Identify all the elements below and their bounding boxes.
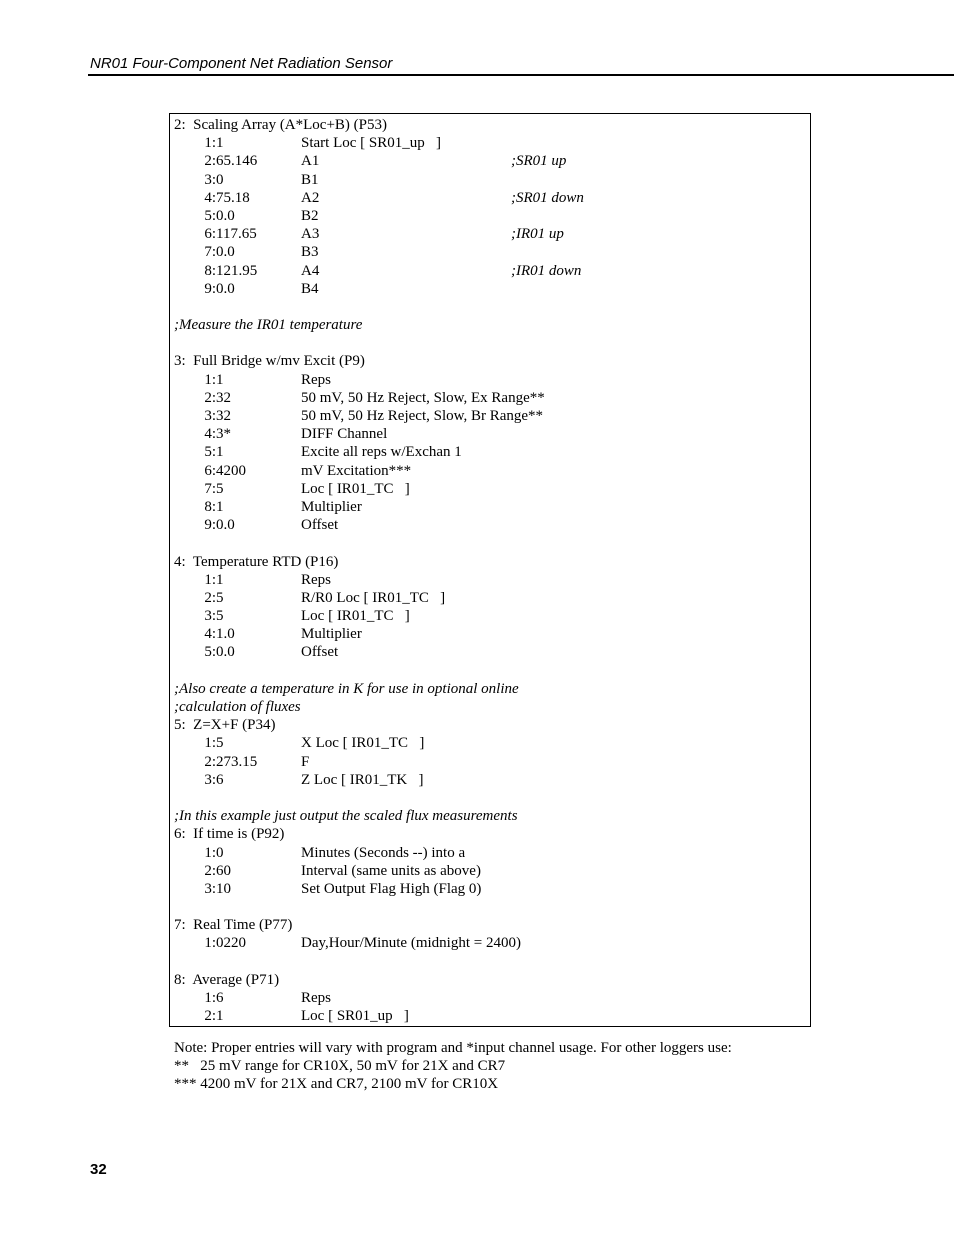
parameter-line — [174, 498, 806, 516]
parameter-description: Multiplier — [301, 626, 362, 643]
parameter-description: mV Excitation*** — [301, 462, 412, 479]
parameter-description: B1 — [301, 171, 319, 188]
program-comment — [174, 698, 806, 716]
parameter-value: 117.65 — [216, 226, 257, 243]
program-listing — [174, 116, 806, 1025]
parameter-line — [174, 643, 806, 661]
parameter-number: 1: — [204, 935, 216, 952]
parameter-description: Offset — [301, 644, 339, 661]
parameter-description: A2 — [301, 189, 320, 206]
parameter-line — [174, 989, 806, 1007]
parameter-description: Offset — [301, 517, 339, 534]
parameter-line — [174, 462, 806, 480]
parameter-line — [174, 625, 806, 643]
blank-line — [174, 789, 806, 807]
parameter-line — [174, 371, 806, 389]
parameter-line — [174, 171, 806, 189]
parameter-number: 5: — [204, 207, 216, 224]
program-comment-text: ;Also create a temperature in K for use in optional online — [174, 680, 519, 697]
parameter-number: 1: — [204, 990, 216, 1006]
parameter-value: 5 — [216, 480, 224, 497]
parameter-description: Reps — [301, 990, 331, 1006]
instruction-title — [174, 716, 806, 734]
parameter-value: 32 — [216, 389, 231, 406]
parameter-description: 50 mV, 50 Hz Reject, Slow, Ex Range** — [301, 389, 545, 406]
parameter-number: 3: — [204, 408, 216, 424]
parameter-description: A3 — [301, 226, 320, 243]
parameter-number: 1: — [204, 844, 216, 861]
parameter-line — [174, 189, 806, 207]
parameter-description: Interval (same units as above) — [301, 862, 481, 879]
parameter-description: Multiplier — [301, 498, 362, 515]
parameter-value: 0220 — [216, 935, 246, 952]
page-number: 32 — [90, 1161, 107, 1178]
parameter-line — [174, 262, 806, 280]
note-line: ** 25 mV range for CR10X, 50 mV for 21X and CR7 — [174, 1058, 506, 1075]
parameter-number: 7: — [204, 244, 216, 261]
parameter-number: 1: — [204, 571, 216, 588]
parameter-description: Minutes (Seconds --) into a — [301, 844, 466, 861]
parameter-value: 1.0 — [216, 626, 235, 643]
instruction-title — [174, 825, 806, 843]
parameter-value: 1 — [216, 498, 224, 515]
instruction-title-text: 8: Average (P71) — [174, 971, 280, 988]
program-comment-text: ;calculation of fluxes — [174, 699, 301, 715]
parameter-line — [174, 443, 806, 461]
parameter-value: 5 — [216, 589, 224, 606]
parameter-description: B2 — [301, 207, 319, 224]
parameter-description: Reps — [301, 371, 331, 388]
parameter-description: DIFF Channel — [301, 426, 388, 443]
parameter-line — [174, 280, 806, 298]
parameter-description: Reps — [301, 571, 331, 588]
parameter-line — [174, 425, 806, 443]
parameter-number: 6: — [204, 226, 216, 243]
parameter-number: 7: — [204, 480, 216, 497]
parameter-line — [174, 771, 806, 789]
parameter-number: 8: — [204, 262, 216, 279]
parameter-line — [174, 571, 806, 589]
parameter-number: 2: — [204, 589, 216, 606]
parameter-value: 6 — [216, 771, 224, 788]
parameter-description: R/R0 Loc [ IR01_TC ] — [301, 589, 446, 606]
parameter-line — [174, 207, 806, 225]
parameter-value: 1 — [216, 571, 224, 588]
parameter-value: 0.0 — [216, 207, 235, 224]
parameter-number: 2: — [204, 389, 216, 406]
parameter-value: 0 — [216, 844, 224, 861]
parameter-description: B3 — [301, 244, 319, 261]
parameter-line — [174, 480, 806, 498]
parameter-number: 1: — [204, 735, 216, 752]
parameter-description: Start Loc [ SR01_up ] — [301, 135, 441, 152]
parameter-description: F — [301, 753, 310, 770]
parameter-line — [174, 1007, 806, 1025]
parameter-line — [174, 407, 806, 425]
parameter-value: 65.146 — [216, 153, 258, 170]
parameter-description: A1 — [301, 153, 320, 170]
parameter-line — [174, 589, 806, 607]
program-comment-text: ;In this example just output the scaled flux measurements — [174, 808, 518, 825]
parameter-number: 5: — [204, 444, 216, 461]
instruction-title-text: 7: Real Time (P77) — [174, 917, 293, 934]
parameter-number: 9: — [204, 280, 216, 297]
parameter-comment: ;SR01 down — [511, 189, 584, 206]
blank-line — [174, 334, 806, 352]
notes-block — [174, 1039, 732, 1094]
parameter-value: 1 — [216, 1008, 224, 1025]
parameter-value: 1 — [216, 135, 224, 152]
parameter-description: X Loc [ IR01_TC ] — [301, 735, 425, 752]
parameter-number: 3: — [204, 608, 216, 625]
parameter-line — [174, 753, 806, 771]
parameter-description: B4 — [301, 280, 319, 297]
program-comment — [174, 680, 806, 698]
parameter-value: 0.0 — [216, 644, 235, 661]
parameter-description: Set Output Flag High (Flag 0) — [301, 880, 482, 897]
parameter-line — [174, 934, 806, 952]
parameter-value: 5 — [216, 608, 224, 625]
parameter-value: 75.18 — [216, 189, 250, 206]
parameter-description: Loc [ IR01_TC ] — [301, 480, 410, 497]
parameter-comment: ;IR01 down — [511, 262, 582, 279]
parameter-number: 2: — [204, 153, 216, 170]
parameter-number: 5: — [204, 644, 216, 661]
parameter-number: 4: — [204, 189, 216, 206]
parameter-value: 10 — [216, 880, 231, 897]
instruction-title-text: 5: Z=X+F (P34) — [174, 717, 276, 734]
instruction-title — [174, 352, 806, 370]
instruction-title — [174, 916, 806, 934]
parameter-value: 3* — [216, 426, 231, 443]
blank-line — [174, 898, 806, 916]
parameter-number: 2: — [204, 862, 216, 879]
instruction-title — [174, 971, 806, 989]
parameter-value: 0.0 — [216, 244, 235, 261]
parameter-number: 8: — [204, 498, 216, 515]
parameter-number: 2: — [204, 753, 216, 770]
parameter-value: 1 — [216, 371, 224, 388]
instruction-title-text: 2: Scaling Array (A*Loc+B) (P53) — [174, 117, 388, 133]
parameter-value: 6 — [216, 990, 224, 1006]
program-listing-box — [169, 113, 811, 1027]
parameter-number: 4: — [204, 426, 216, 443]
parameter-value: 0.0 — [216, 280, 235, 297]
parameter-description: Loc [ IR01_TC ] — [301, 608, 410, 625]
parameter-line — [174, 607, 806, 625]
parameter-description: Loc [ SR01_up ] — [301, 1008, 409, 1025]
parameter-value: 273.15 — [216, 753, 258, 770]
parameter-value: 60 — [216, 862, 231, 879]
blank-line — [174, 662, 806, 680]
parameter-number: 6: — [204, 462, 216, 479]
note-line: *** 4200 mV for 21X and CR7, 2100 mV for CR10X — [174, 1076, 499, 1093]
instruction-title-text: 6: If time is (P92) — [174, 826, 285, 843]
parameter-value: 121.95 — [216, 262, 258, 279]
parameter-value: 5 — [216, 735, 224, 752]
parameter-line — [174, 734, 806, 752]
parameter-value: 32 — [216, 408, 231, 424]
parameter-description: 50 mV, 50 Hz Reject, Slow, Br Range** — [301, 408, 544, 424]
blank-line — [174, 534, 806, 552]
header-rule — [88, 74, 954, 76]
instruction-title — [174, 553, 806, 571]
parameter-value: 4200 — [216, 462, 246, 479]
parameter-number: 3: — [204, 771, 216, 788]
program-comment — [174, 807, 806, 825]
parameter-line — [174, 152, 806, 170]
parameter-line — [174, 862, 806, 880]
parameter-comment: ;SR01 up — [511, 153, 567, 170]
program-comment — [174, 316, 806, 334]
page-header-title: NR01 Four-Component Net Radiation Sensor — [90, 55, 393, 72]
parameter-value: 0 — [216, 171, 224, 188]
note-line: Note: Proper entries will vary with program and *input channel usage. For other loggers use: — [174, 1040, 732, 1056]
instruction-title-text: 3: Full Bridge w/mv Excit (P9) — [174, 353, 365, 370]
parameter-line — [174, 225, 806, 243]
parameter-line — [174, 844, 806, 862]
parameter-number: 1: — [204, 135, 216, 152]
parameter-number: 4: — [204, 626, 216, 643]
instruction-title-text: 4: Temperature RTD (P16) — [174, 553, 339, 570]
parameter-line — [174, 134, 806, 152]
parameter-number: 2: — [204, 1008, 216, 1025]
parameter-line — [174, 243, 806, 261]
parameter-value: 1 — [216, 444, 224, 461]
parameter-comment: ;IR01 up — [511, 226, 564, 243]
blank-line — [174, 953, 806, 971]
parameter-line — [174, 880, 806, 898]
instruction-title — [174, 116, 806, 134]
parameter-description: Z Loc [ IR01_TK ] — [301, 771, 424, 788]
parameter-description: Excite all reps w/Exchan 1 — [301, 444, 462, 461]
parameter-number: 1: — [204, 371, 216, 388]
parameter-line — [174, 516, 806, 534]
parameter-value: 0.0 — [216, 517, 235, 534]
parameter-number: 3: — [204, 880, 216, 897]
parameter-number: 3: — [204, 171, 216, 188]
blank-line — [174, 298, 806, 316]
parameter-number: 9: — [204, 517, 216, 534]
parameter-description: A4 — [301, 262, 320, 279]
parameter-description: Day,Hour/Minute (midnight = 2400) — [301, 935, 521, 952]
program-comment-text: ;Measure the IR01 temperature — [174, 317, 363, 334]
parameter-line — [174, 389, 806, 407]
